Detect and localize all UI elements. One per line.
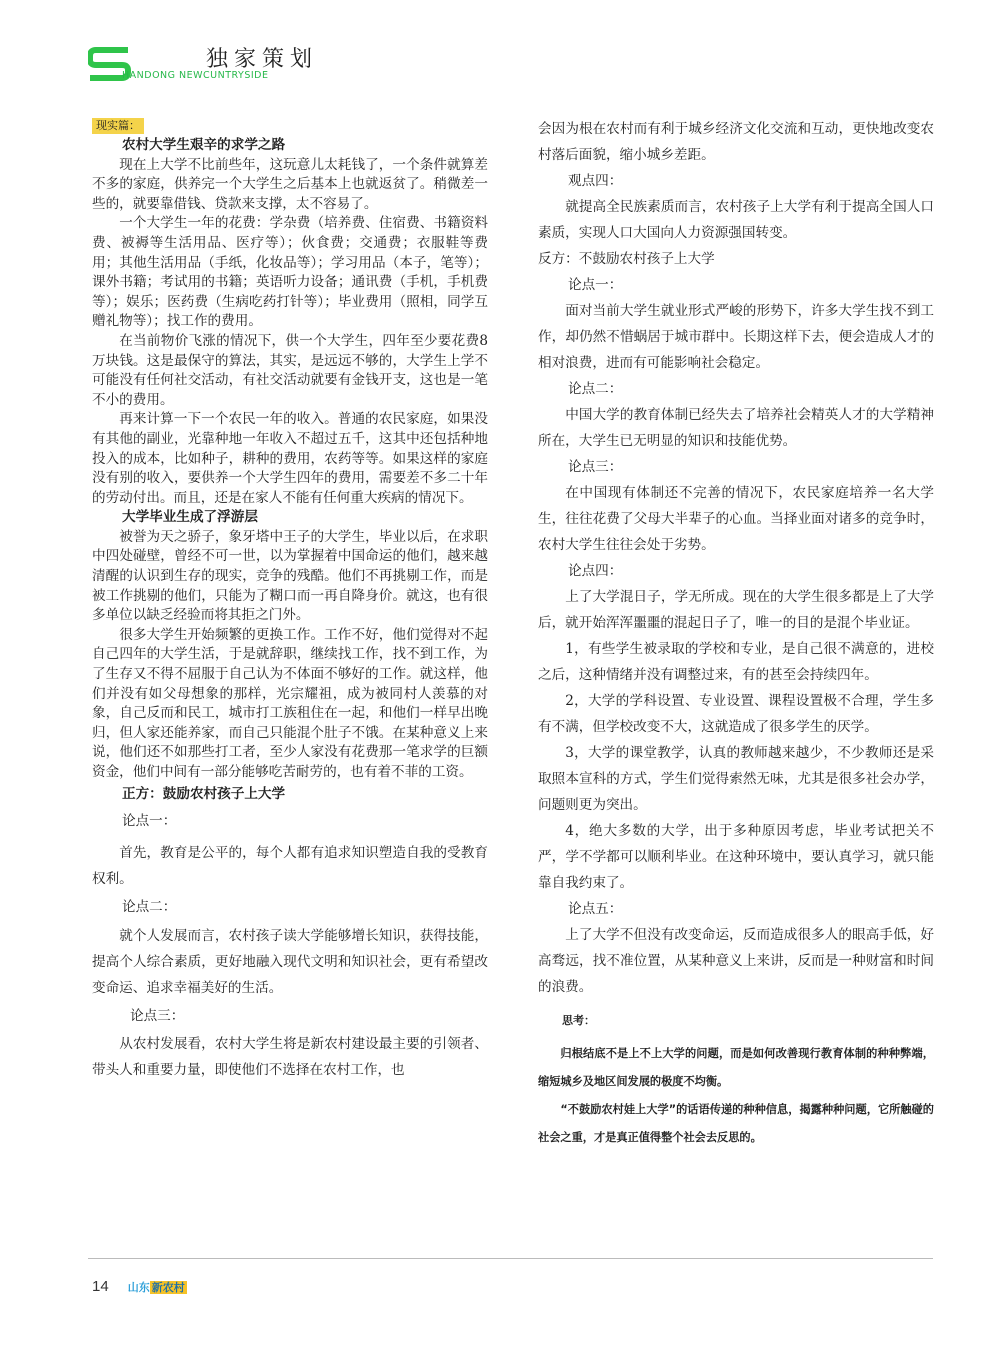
paragraph: 2，大学的学科设置、专业设置、课程设置极不合理，学生多有不满，但学校改变不大，这就造成了很多学生的厌学。 [538, 693, 934, 735]
magazine-subtitle: HANDONG NEWCUNTRYSIDE [122, 70, 269, 81]
argument-label: 论点一： [122, 813, 177, 830]
argument-label: 论点三： [568, 459, 623, 475]
argument-label: 论点一： [568, 277, 623, 293]
paragraph: 4，绝大多数的大学，出于多种原因考虑，毕业考试把关不严，学不学都可以顺利毕业。在这种环境中，要认真学习，就只能靠自我约束了。 [538, 823, 934, 891]
right-column [538, 116, 934, 1152]
heading-pro: 正方：鼓励农村孩子上大学 [122, 785, 286, 802]
magazine-logo-part-a: 山东 [127, 1281, 150, 1294]
paragraph: 在中国现有体制还不完善的情况下，农民家庭培养一名大学生，往往花费了父母大半辈子的心血。当择业面对诸多的竞争时，农村大学生往往会处于劣势。 [538, 485, 934, 553]
paragraph: 会因为根在农村而有利于城乡经济文化交流和互动，更快地改变农村落后面貌，缩小城乡差距。 [538, 121, 934, 163]
page-number: 14 [92, 1278, 109, 1295]
paragraph: 一个大学生一年的花费：学杂费（培养费、住宿费、书籍资料费、被褥等生活用品、医疗等）；伙食费；交通费；衣服鞋等费用；其他生活用品（手纸，化妆品等）；学习用品（本子，笔等）；课外书籍；考试用的书籍；英语听力设备；通讯费（手机，手机费等）；娱乐；医药费（生病吃药打针等）；毕业费用（照相，同学互赠礼物等）；找工作的费用。 [92, 215, 488, 330]
section-tag: 现实篇： [92, 118, 144, 134]
paragraph: 被誉为天之骄子，象牙塔中王子的大学生，毕业以后，在求职中四处碰壁，曾经不可一世，以为掌握着中国命运的他们，越来越清醒的认识到生存的现实，竞争的残酷。他们不再挑剔工作，而是被工作挑剔的他们，只能为了糊口而一再自降身价。就这，也有很多单位以缺乏经验而将其拒之门外。 [92, 528, 488, 624]
heading-cost: 农村大学生艰辛的求学之路 [122, 137, 286, 153]
paragraph: 现在上大学不比前些年，这玩意儿太耗钱了，一个条件就算差不多的家庭，供养完一个大学生之后基本上也就返贫了。稍微差一些的，就要靠借钱、贷款来支撑，太不容易了。 [92, 156, 488, 212]
heading-graduates: 大学毕业生成了浮游层 [122, 509, 258, 526]
argument-label: 观点四： [568, 173, 623, 189]
section-title: 独家策划 [206, 47, 319, 72]
paragraph: 从农村发展看，农村大学生将是新农村建设最主要的引领者、带头人和重要力量，即使他们不选择在农村工作，也 [92, 1035, 488, 1078]
page-header [88, 38, 348, 88]
argument-label: 论点五： [568, 901, 623, 917]
paragraph: 中国大学的教育体制已经失去了培养社会精英人才的大学精神所在，大学生已无明显的知识和技能优势。 [538, 407, 934, 449]
argument-label: 论点三： [130, 1008, 185, 1025]
page-footer [92, 1276, 187, 1296]
paragraph: 就提高全民族素质而言，农村孩子上大学有利于提高全国人口素质，实现人口大国向人力资源强国转变。 [538, 199, 934, 241]
paragraph: 再来计算一下一个农民一年的收入。普通的农民家庭，如果没有其他的副业，光靠种地一年收入不超过五千，这其中还包括种地投入的成本，比如种子，耕种的费用，农药等等。如果这样的家庭没有别的收入，要供养一个大学生四年的费用，需要差不多二十年的劳动付出。而且，还是在家人不能有任何重大疾病的情况下。 [92, 411, 488, 506]
reflection-paragraph: “不鼓励农村娃上大学”的话语传递的种种信息，揭露种种问题，它所触碰的社会之重，才是真正值得整个社会去反思的。 [538, 1103, 934, 1144]
left-column [92, 116, 488, 1083]
paragraph: 就个人发展而言，农村孩子读大学能够增长知识，获得技能，提高个人综合素质，更好地融入现代文明和知识社会，更有希望改变命运、追求幸福美好的生活。 [92, 928, 488, 997]
paragraph: 首先，教育是公平的，每个人都有追求知识塑造自我的受教育权利。 [92, 844, 488, 887]
paragraph: 1，有些学生被录取的学校和专业，是自己很不满意的，进校之后，这种情绪并没有调整过来，有的甚至会持续四年。 [538, 641, 934, 683]
magazine-logo-part-b: 新农村 [151, 1281, 185, 1294]
paragraph: 上了大学不但没有改变命运，反而造成很多人的眼高手低，好高骛远，找不准位置，从某种意义上来讲，反而是一种财富和时间的浪费。 [538, 927, 934, 995]
argument-label: 论点四： [568, 563, 623, 579]
magazine-logo [128, 1279, 187, 1295]
paragraph: 上了大学混日子，学无所成。现在的大学生很多都是上了大学后，就开始浑浑噩噩的混起日子了，唯一的目的是混个毕业证。 [538, 589, 934, 631]
argument-label: 论点二： [122, 898, 177, 915]
heading-con: 反方：不鼓励农村孩子上大学 [538, 251, 715, 267]
paragraph: 3，大学的课堂教学，认真的教师越来越少，不少教师还是采取照本宣科的方式，学生们觉得索然无味，尤其是很多社会办学，问题则更为突出。 [538, 745, 934, 813]
paragraph: 在当前物价飞涨的情况下，供一个大学生，四年至少要花费8万块钱。这是最保守的算法，其实，是远远不够的，大学生上学不可能没有任何社交活动，有社交活动就要有金钱开支，这也是一笔不小的费用。 [92, 332, 488, 408]
reflection-paragraph: 归根结底不是上不上大学的问题，而是如何改善现行教育体制的种种弊端，缩短城乡及地区间发展的极度不均衡。 [538, 1047, 934, 1088]
paragraph: 很多大学生开始频繁的更换工作。工作不好，他们觉得对不起自己四年的大学生活，于是就辞职，继续找工作，找不到工作，为了生存又不得不屈服于自己认为不体面不够好的工作。就这样，他们并没有如父母想象的那样，光宗耀祖，成为被同村人羡慕的对象，自己反而和民工，城市打工族租住在一起，和他们一样早出晚归，但人家还能养家，而自己只能混个肚子不饿。在某种意义上来说，他们还不如那些打工者，至少人家没有花费那一笔求学的巨额资金，他们中间有一部分能够吃苦耐劳的，也有着不菲的工资。 [92, 626, 488, 780]
footer-divider [88, 1258, 933, 1259]
paragraph: 面对当前大学生就业形式严峻的形势下，许多大学生找不到工作，却仍然不惜蜗居于城市群中。长期这样下去，便会造成人才的相对浪费，进而有可能影响社会稳定。 [538, 303, 934, 371]
reflection-title: 思考： [562, 1014, 595, 1027]
argument-label: 论点二： [568, 381, 623, 397]
